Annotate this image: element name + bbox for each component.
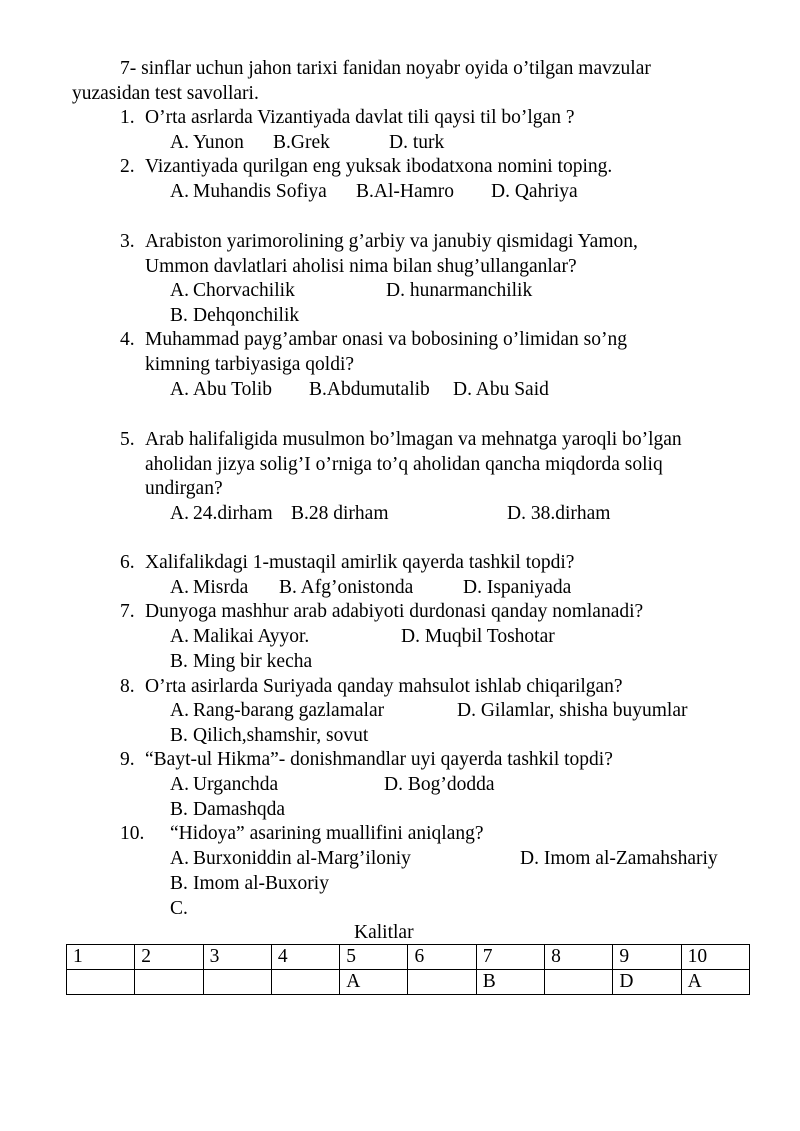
question-text: kimning tarbiyasiga qoldi?	[145, 354, 355, 375]
question-number: 4.	[120, 329, 135, 350]
answer-key-value-cell: B	[476, 970, 544, 995]
answer-letter: A.	[170, 626, 189, 647]
answer-key-value-cell	[135, 970, 203, 995]
answer-key-header-cell: 1	[67, 945, 135, 970]
answer-option: D. Abu Said	[453, 379, 549, 400]
intro-line-2: yuzasidan test savollari.	[72, 83, 259, 104]
question-text: Dunyoga mashhur arab adabiyoti durdonasi qanday nomlanadi?	[145, 601, 644, 622]
answer-letter: A.	[170, 848, 189, 869]
question-text: “Bayt-ul Hikma”- donishmandlar uyi qayerda tashkil topdi?	[145, 749, 613, 770]
question-text: O’rta asrlarda Vizantiyada davlat tili qaysi til bo’lgan ?	[145, 107, 575, 128]
answer-option: D. turk	[389, 132, 445, 153]
answer-option: Abu Tolib	[193, 379, 272, 400]
answer-key-header-cell: 7	[476, 945, 544, 970]
question-number: 2.	[120, 156, 135, 177]
answer-option: Chorvachilik	[193, 280, 295, 301]
question-text: Xalifalikdagi 1-mustaqil amirlik qayerda tashkil topdi?	[145, 552, 575, 573]
answer-option: Burxoniddin al-Marg’iloniy	[193, 848, 411, 869]
answer-option: B.Al-Hamro	[356, 181, 455, 202]
answer-key-table	[66, 944, 750, 995]
answer-option: Qilich,shamshir, sovut	[193, 725, 369, 746]
answer-option: Malikai Ayyor.	[193, 626, 310, 647]
answer-key-value-cell	[271, 970, 339, 995]
answer-option: B.28 dirham	[291, 503, 389, 524]
answer-option: Imom al-Buxoriy	[193, 873, 329, 894]
question-number: 10.	[120, 823, 145, 844]
answer-option: D. hunarmanchilik	[386, 280, 533, 301]
answer-option: 24.dirham	[193, 503, 273, 524]
answer-key-value-cell	[545, 970, 613, 995]
answer-letter: A.	[170, 700, 189, 721]
answer-option: D. Qahriya	[491, 181, 578, 202]
question-number: 7.	[120, 601, 135, 622]
answer-option: Muhandis Sofiya	[193, 181, 327, 202]
answer-key-value-row	[67, 970, 750, 995]
answer-key-header-cell: 10	[681, 945, 749, 970]
answer-letter: A.	[170, 280, 189, 301]
question-number: 5.	[120, 429, 135, 450]
answer-key-header-cell: 9	[613, 945, 681, 970]
answer-key-value-cell	[408, 970, 476, 995]
answer-option: B.Abdumutalib	[309, 379, 430, 400]
question-number: 1.	[120, 107, 135, 128]
intro-line-1: 7- sinflar uchun jahon tarixi fanidan noyabr oyida o’tilgan mavzular	[120, 58, 651, 79]
answer-key-value-cell	[203, 970, 271, 995]
question-text: Vizantiyada qurilgan eng yuksak ibodatxona nomini toping.	[145, 156, 613, 177]
question-number: 8.	[120, 676, 135, 697]
question-text: “Hidoya” asarining muallifini aniqlang?	[170, 823, 484, 844]
answer-letter: A.	[170, 577, 189, 598]
question-text: undirgan?	[145, 478, 223, 499]
answer-letter: A.	[170, 774, 189, 795]
answer-option: B.Grek	[273, 132, 330, 153]
answer-key-header-cell: 4	[271, 945, 339, 970]
question-text: aholidan jizya solig’I o’rniga to’q aholidan qancha miqdorda soliq	[145, 454, 663, 475]
answer-option: D. Ispaniyada	[463, 577, 572, 598]
question-text: Arab halifaligida musulmon bo’lmagan va mehnatga yaroqli bo’lgan	[145, 429, 682, 450]
answer-key-header-cell: 5	[340, 945, 408, 970]
answer-letter: B.	[170, 725, 188, 746]
answer-option: B. Afg’onistonda	[279, 577, 414, 598]
answer-key-header-row	[67, 945, 750, 970]
answer-option: D. Bog’dodda	[384, 774, 495, 795]
answer-key-value-cell: A	[340, 970, 408, 995]
question-number: 6.	[120, 552, 135, 573]
answer-letter: B.	[170, 651, 188, 672]
answer-letter: B.	[170, 799, 188, 820]
answer-key-header-cell: 8	[545, 945, 613, 970]
answer-option: Rang-barang gazlamalar	[193, 700, 385, 721]
answer-letter: A.	[170, 503, 189, 524]
answer-key-title: Kalitlar	[354, 922, 414, 943]
answer-letter: A.	[170, 181, 189, 202]
answer-option: Urganchda	[193, 774, 279, 795]
answer-option: Ming bir kecha	[193, 651, 313, 672]
answer-option: Misrda	[193, 577, 249, 598]
answer-option: D. Imom al-Zamahshariy	[520, 848, 718, 869]
question-text: Muhammad payg’ambar onasi va bobosining o’limidan so’ng	[145, 329, 627, 350]
answer-letter: C.	[170, 898, 188, 919]
answer-option: D. Muqbil Toshotar	[401, 626, 555, 647]
answer-letter: B.	[170, 305, 188, 326]
answer-letter: A.	[170, 132, 189, 153]
answer-key-value-cell: A	[681, 970, 749, 995]
answer-key-header-cell: 2	[135, 945, 203, 970]
answer-option: D. Gilamlar, shisha buyumlar	[457, 700, 688, 721]
answer-key-header-cell: 6	[408, 945, 476, 970]
answer-key-value-cell	[67, 970, 135, 995]
question-text: O’rta asirlarda Suriyada qanday mahsulot ishlab chiqarilgan?	[145, 676, 623, 697]
question-number: 3.	[120, 231, 135, 252]
question-text: Arabiston yarimorolining g’arbiy va janubiy qismidagi Yamon,	[145, 231, 638, 252]
answer-key-header-cell: 3	[203, 945, 271, 970]
answer-letter: A.	[170, 379, 189, 400]
answer-letter: B.	[170, 873, 188, 894]
answer-option: Dehqonchilik	[193, 305, 300, 326]
question-number: 9.	[120, 749, 135, 770]
question-text: Ummon davlatlari aholisi nima bilan shug’ullanganlar?	[145, 256, 577, 277]
answer-key-value-cell: D	[613, 970, 681, 995]
answer-option: Damashqda	[193, 799, 286, 820]
answer-option: Yunon	[193, 132, 244, 153]
answer-option: D. 38.dirham	[507, 503, 611, 524]
